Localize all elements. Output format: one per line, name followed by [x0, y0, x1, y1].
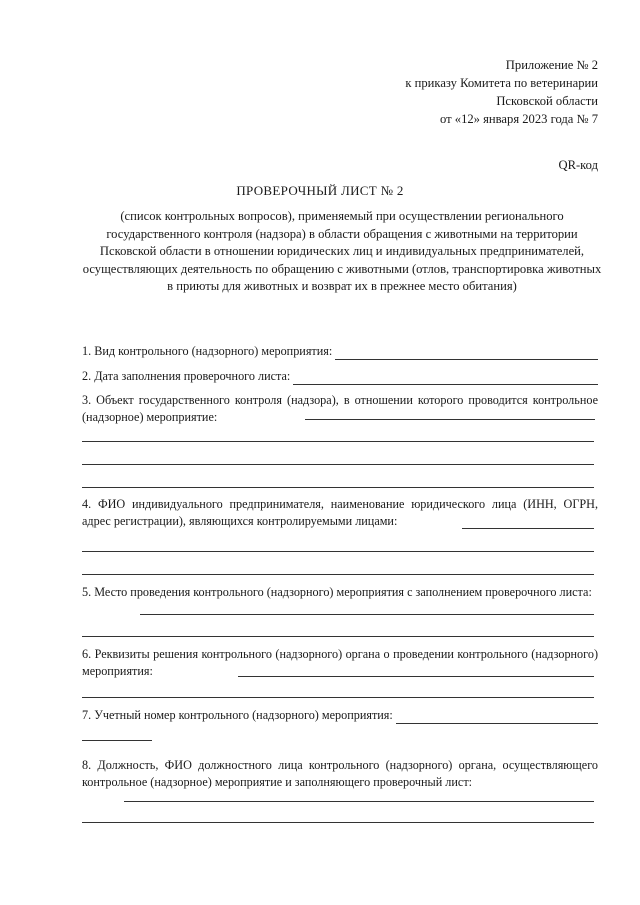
- item-1-label: 1. Вид контрольного (надзорного) мероприятия:: [82, 344, 333, 358]
- item-2-field[interactable]: [293, 372, 598, 385]
- item-3-field-line[interactable]: [82, 487, 594, 488]
- appendix-header: [405, 56, 598, 128]
- appendix-line-1: Приложение № 2: [505, 58, 598, 72]
- item-2: [82, 368, 598, 385]
- item-7: [82, 707, 598, 724]
- item-3-field-line[interactable]: [82, 464, 594, 465]
- qr-code-label: QR-код: [558, 158, 598, 172]
- item-5: [82, 584, 598, 601]
- item-4-field-line[interactable]: [82, 574, 594, 575]
- item-6-label: 6. Реквизиты решения контрольного (надзорного) органа о проведении контрольного (надзорного) мероприятия:: [82, 647, 598, 678]
- item-3-field-line[interactable]: [82, 441, 594, 442]
- item-5-label: 5. Место проведения контрольного (надзорного) мероприятия с заполнением проверочного листа:: [82, 585, 592, 599]
- item-7-label: 7. Учетный номер контрольного (надзорного) мероприятия:: [82, 708, 393, 722]
- item-1: [82, 343, 598, 360]
- appendix-line-4: от «12» января 2023 года № 7: [440, 112, 598, 126]
- item-4: [82, 496, 598, 530]
- item-5-field-inline[interactable]: [140, 614, 594, 615]
- item-2-label: 2. Дата заполнения проверочного листа:: [82, 369, 291, 383]
- appendix-line-3: Псковской области: [496, 94, 598, 108]
- item-5-field-line[interactable]: [82, 636, 594, 637]
- item-8: [82, 757, 598, 791]
- item-8-field-inline[interactable]: [124, 801, 594, 802]
- item-3-label: 3. Объект государственного контроля (надзора), в отношении которого проводится контрольное (надзорное) мероприятие:: [82, 393, 598, 424]
- item-6-field-inline[interactable]: [238, 676, 594, 677]
- item-8-field-line[interactable]: [82, 822, 594, 823]
- item-4-label: 4. ФИО индивидуального предпринимателя, наименование юридического лица (ИНН, ОГРН, адрес регистрации), являющихся контролируемыми лицами:: [82, 497, 598, 528]
- item-1-field[interactable]: [335, 347, 598, 360]
- item-3-field-inline[interactable]: [305, 419, 595, 420]
- item-6: [82, 646, 598, 680]
- item-8-label: 8. Должность, ФИО должностного лица контрольного (надзорного) органа, осуществляющего контрольное (надзорное) мероприятие и заполняющего проверочный лист:: [82, 758, 598, 789]
- item-6-field-line[interactable]: [82, 697, 594, 698]
- item-4-field-inline[interactable]: [462, 528, 594, 529]
- item-3: [82, 392, 598, 426]
- item-4-field-line[interactable]: [82, 551, 594, 552]
- page-title: ПРОВЕРОЧНЫЙ ЛИСТ № 2: [236, 183, 404, 198]
- item-7-field[interactable]: [396, 711, 598, 724]
- document-subtitle: (список контрольных вопросов), применяемый при осуществлении регионального государственного контроля (надзора) в области обращения с животными на территории Псковской области в отношении юридических лиц и индивидуальных предпринимателей, осуществляющих деятельность по обращению с животными (отлов, транспортировка животных в приюты для животных и возврат их в прежнее место обитания): [82, 209, 602, 294]
- item-7-field-line[interactable]: [82, 740, 152, 741]
- appendix-line-2: к приказу Комитета по ветеринарии: [405, 76, 598, 90]
